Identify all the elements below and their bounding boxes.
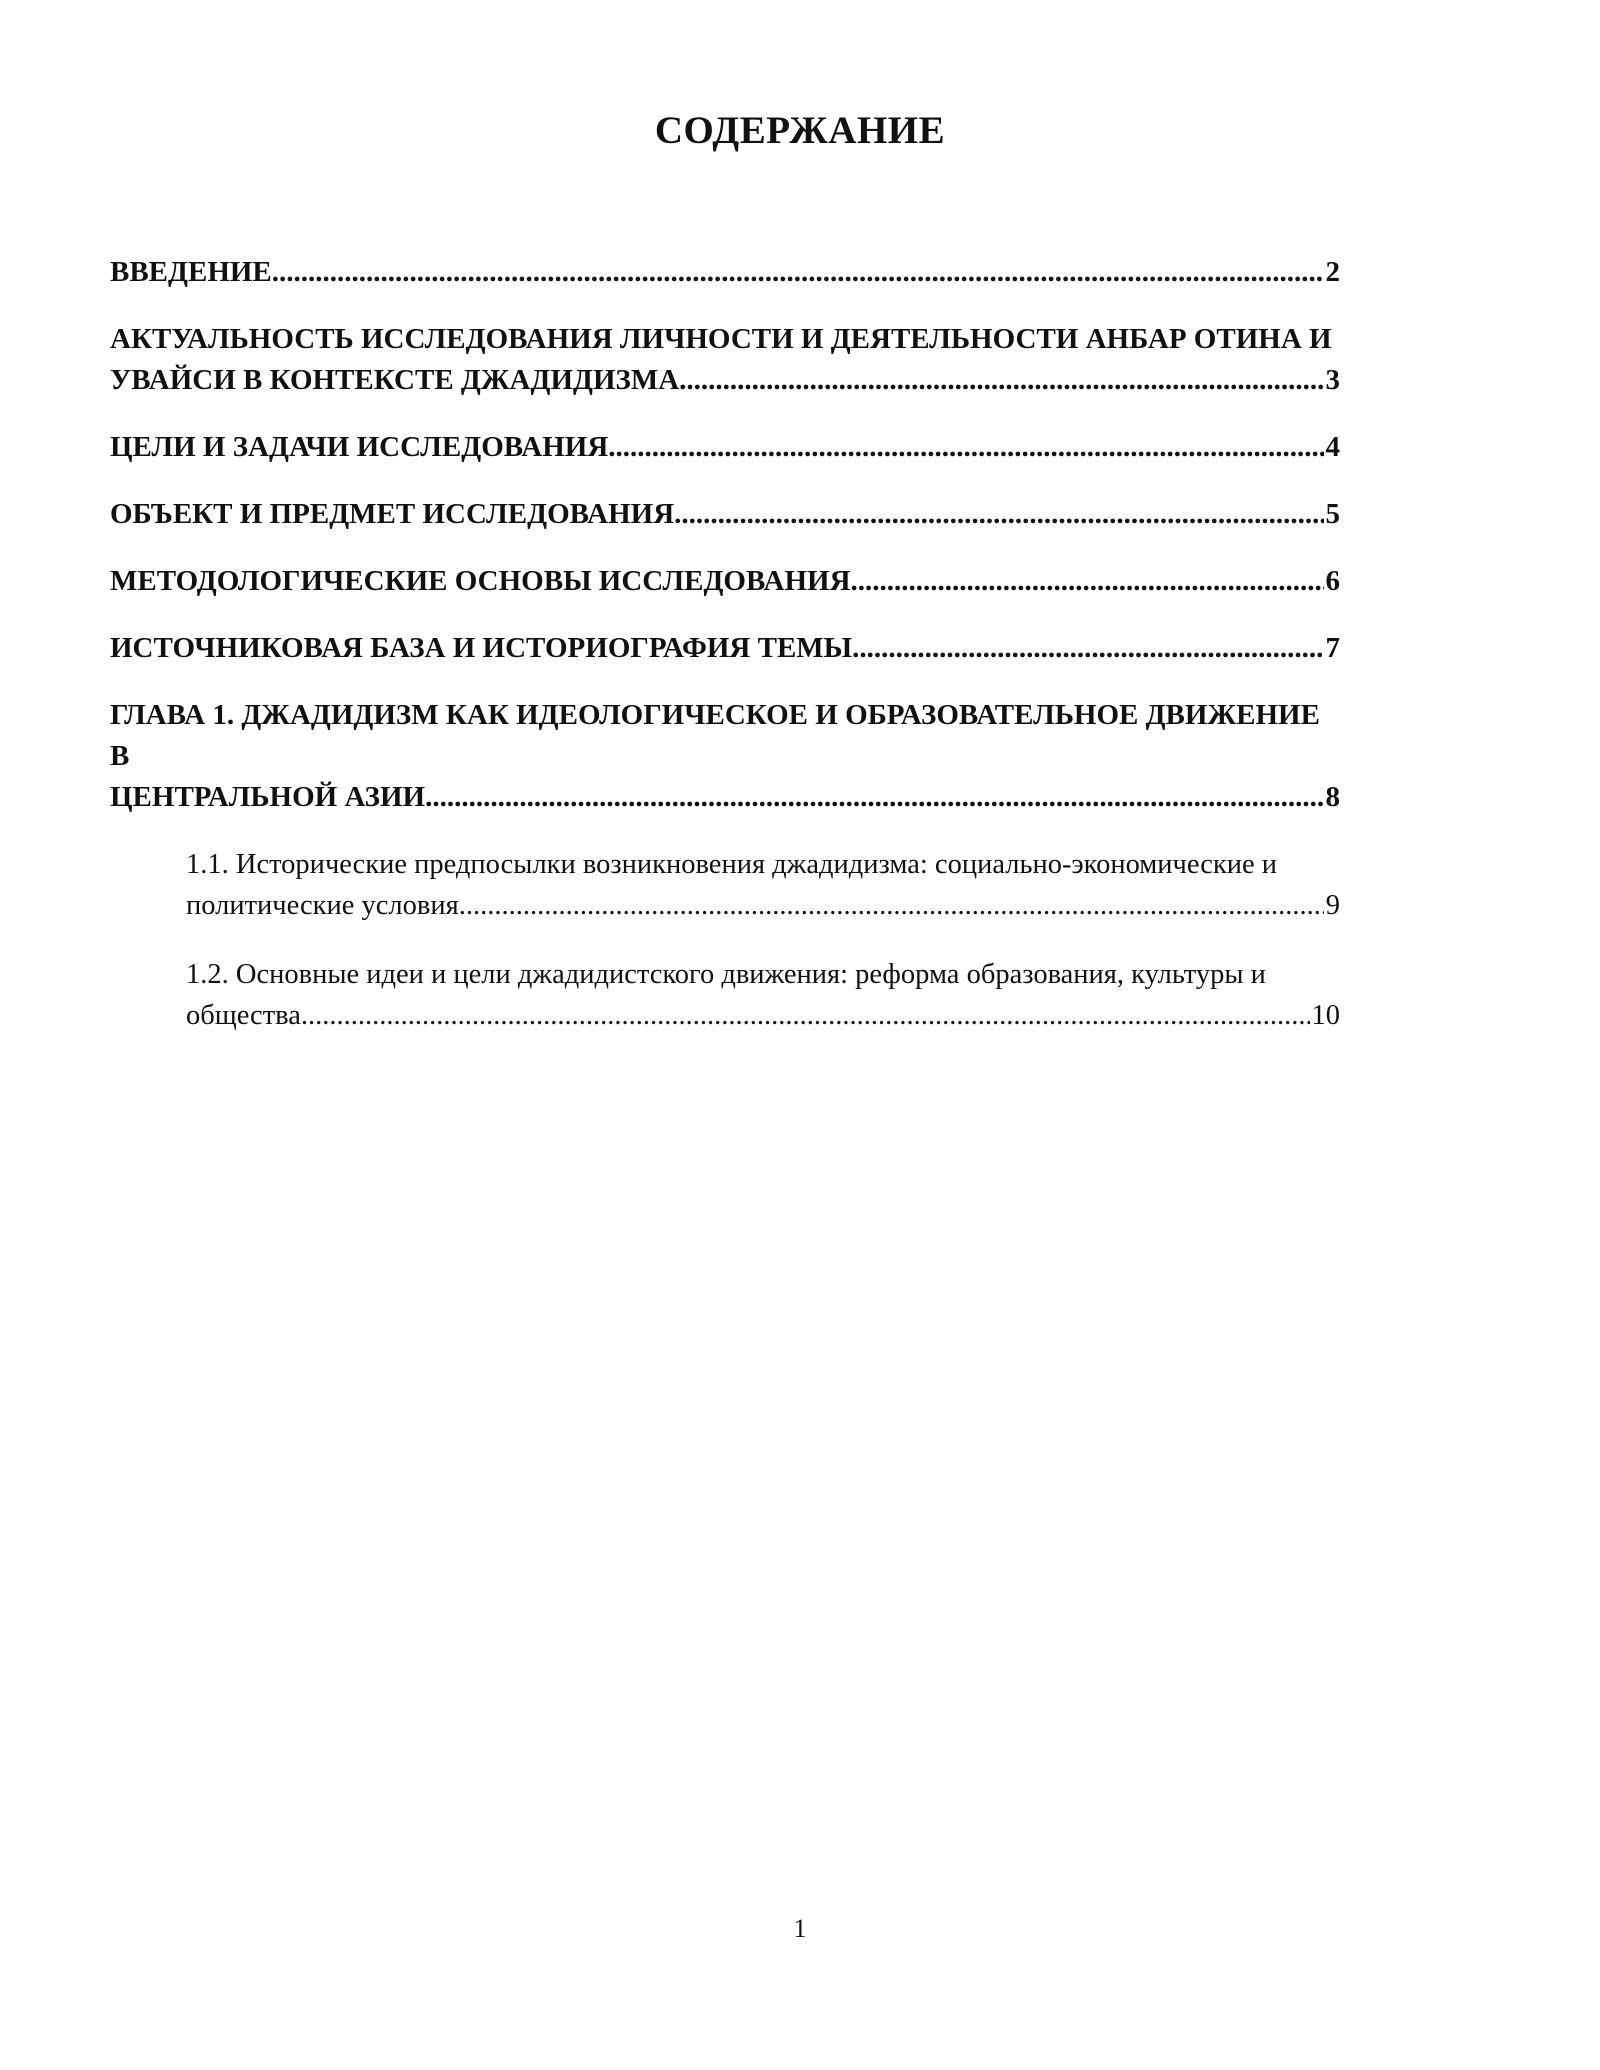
toc-page-number: 6 [1325,565,1340,597]
toc-entry-line [110,360,1340,401]
toc-entry-text: ЦЕЛИ И ЗАДАЧИ ИССЛЕДОВАНИЯ [110,431,609,463]
toc-page-number: 3 [1325,364,1340,396]
toc-entry-line [110,561,1340,602]
toc-entry-chapter-1[interactable] [110,695,1340,818]
page-number: 1 [793,1914,807,1943]
toc-entry-section-1-2[interactable] [110,954,1340,1036]
toc-page-number: 2 [1325,256,1340,288]
toc-entry-line [110,427,1340,468]
toc-entry-methodology[interactable] [110,561,1340,602]
toc-page-number: 5 [1325,498,1340,530]
toc-entry-text: МЕТОДОЛОГИЧЕСКИЕ ОСНОВЫ ИССЛЕДОВАНИЯ [110,565,851,597]
toc-entry-text: ЦЕНТРАЛЬНОЙ АЗИИ [110,781,426,813]
toc-page-number: 9 [1325,890,1340,921]
dot-leader [674,494,1323,535]
toc-entry-text: общества [186,1000,301,1031]
dot-leader [301,995,1310,1036]
toc-page-number: 7 [1325,632,1340,664]
dot-leader [608,427,1323,468]
toc-entry-text: ОБЪЕКТ И ПРЕДМЕТ ИССЛЕДОВАНИЯ [110,498,675,530]
toc-entry-section-1-1[interactable] [110,844,1340,926]
toc-entry-relevance[interactable] [110,319,1340,401]
toc-entry-text: УВАЙСИ В КОНТЕКСТЕ ДЖАДИДИЗМА [110,364,680,396]
toc-entry-text-line: ГЛАВА 1. ДЖАДИДИЗМ КАК ИДЕОЛОГИЧЕСКОЕ И ОБРАЗОВАТЕЛЬНОЕ ДВИЖЕНИЕ В [110,699,1320,772]
toc-entry-line [110,777,1340,818]
toc-entry-line [186,885,1340,926]
dot-leader [851,561,1324,602]
toc-page-number: 8 [1325,781,1340,813]
toc-entry-line [110,252,1340,293]
toc-entry-object[interactable] [110,494,1340,535]
toc-entry-text: ВВЕДЕНИЕ [110,256,272,288]
toc-entry-text-line: 1.1. Исторические предпосылки возникновения джадидизма: социально-экономические и [186,849,1278,880]
dot-leader [272,252,1324,293]
dot-leader [459,885,1324,926]
dot-leader [679,360,1323,401]
toc-entry-text-line: 1.2. Основные идеи и цели джадидистского движения: реформа образования, культуры и [186,959,1266,990]
toc-entry-sources[interactable] [110,628,1340,669]
toc-entry-line [110,628,1340,669]
dot-leader [425,777,1323,818]
page-title: СОДЕРЖАНИЕ [654,109,946,152]
toc-entry-goals[interactable] [110,427,1340,468]
table-of-contents [110,252,1340,1064]
toc-entry-introduction[interactable] [110,252,1340,293]
toc-entry-line [110,494,1340,535]
dot-leader [852,628,1323,669]
toc-entry-line [186,995,1340,1036]
toc-page-number: 10 [1311,1000,1340,1031]
toc-entry-text-line: АКТУАЛЬНОСТЬ ИССЛЕДОВАНИЯ ЛИЧНОСТИ И ДЕЯТЕЛЬНОСТИ АНБАР ОТИНА И [110,323,1332,355]
toc-entry-text: политические условия [186,890,459,921]
toc-page-number: 4 [1325,431,1340,463]
toc-entry-text: ИСТОЧНИКОВАЯ БАЗА И ИСТОРИОГРАФИЯ ТЕМЫ [110,632,853,664]
